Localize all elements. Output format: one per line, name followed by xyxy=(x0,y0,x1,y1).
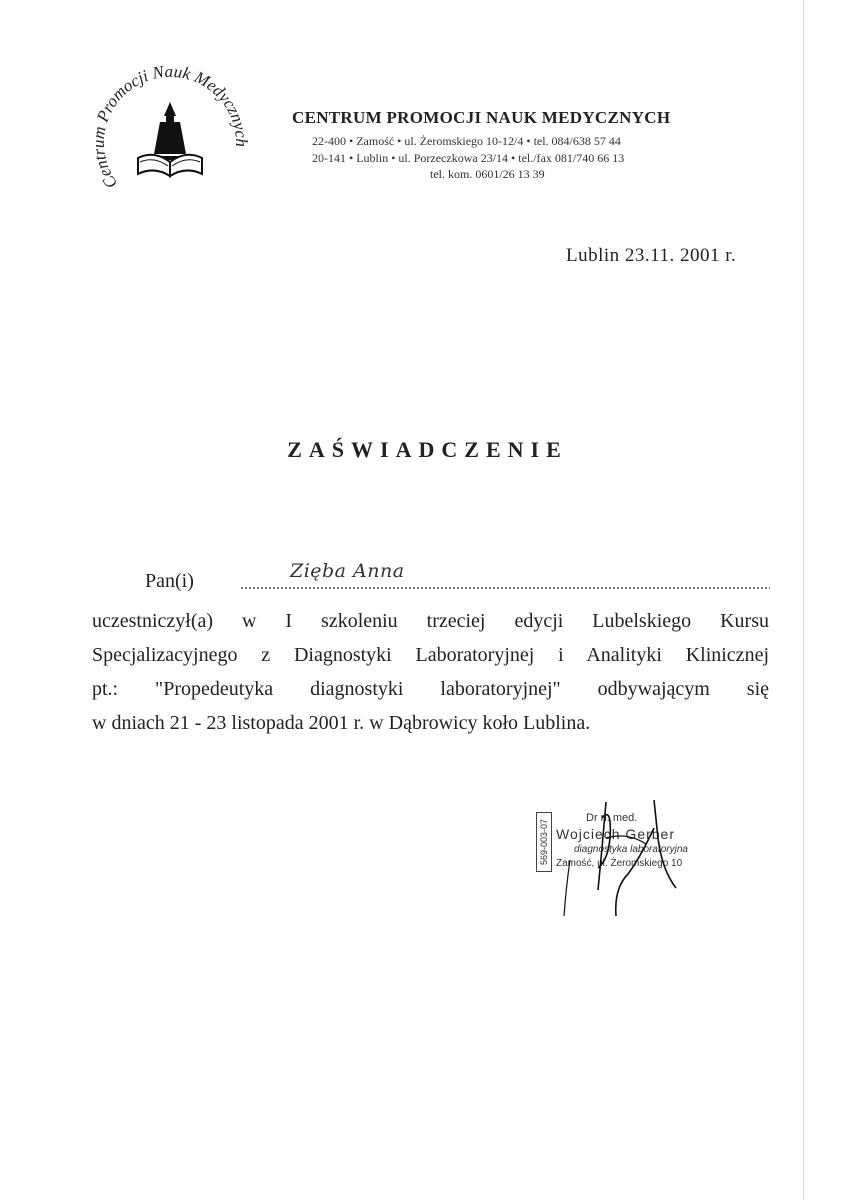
handwritten-signature xyxy=(536,798,696,923)
address-line-zamosc: 22-400 • Zamość • ul. Żeromskiego 10-12/4 • tel. 084/638 57 44 xyxy=(312,134,621,148)
stamp-address: Zamość, ul. Żeromskiego 10 xyxy=(556,858,683,869)
recipient-name: Zięba Anna xyxy=(290,560,405,582)
letterhead xyxy=(292,108,722,132)
document-title: ZAŚWIADCZENIE xyxy=(287,437,568,462)
recipient-label: Pan(i) xyxy=(145,570,194,592)
body-line-4: w dniach 21 - 23 listopada 2001 r. w Dąbrowicy koło Lublina. xyxy=(92,712,591,734)
body-line-2: Specjalizacyjnego z Diagnostyki Laboratoryjnej i Analityki Klinicznej xyxy=(92,644,769,666)
organization-name: CENTRUM PROMOCJI NAUK MEDYCZNYCH xyxy=(292,108,671,127)
organization-logo xyxy=(90,58,250,218)
body-line-3: pt.: "Propedeutyka diagnostyki laboratoryjnej" odbywającym się xyxy=(92,678,769,700)
stamp-code: 569-003-07 xyxy=(539,818,549,866)
certificate-body xyxy=(92,604,769,740)
body-line-1: uczestniczył(a) w I szkoleniu trzeciej edycji Lubelskiego Kursu xyxy=(92,610,769,632)
stamp-specialty: diagnostyka laboratoryjna xyxy=(574,844,688,855)
logo-arc-text: Centrum Promocji Nauk Medycznych xyxy=(90,61,250,193)
recipient-row xyxy=(145,560,770,596)
document-date: Lublin 23.11. 2001 r. xyxy=(566,245,737,266)
page-edge-line xyxy=(803,0,804,1200)
stamp-title: Dr n. med. xyxy=(586,812,638,824)
doctor-stamp xyxy=(536,798,696,923)
lamp-and-book-icon xyxy=(138,102,202,176)
recipient-dotted-line xyxy=(240,587,770,589)
address-line-mobile: tel. kom. 0601/26 13 39 xyxy=(430,167,545,181)
stamp-doctor-name: Wojciech Gerber xyxy=(556,826,676,842)
address-line-lublin: 20-141 • Lublin • ul. Porzeczkowa 23/14 • tel./fax 081/740 66 13 xyxy=(312,151,625,165)
